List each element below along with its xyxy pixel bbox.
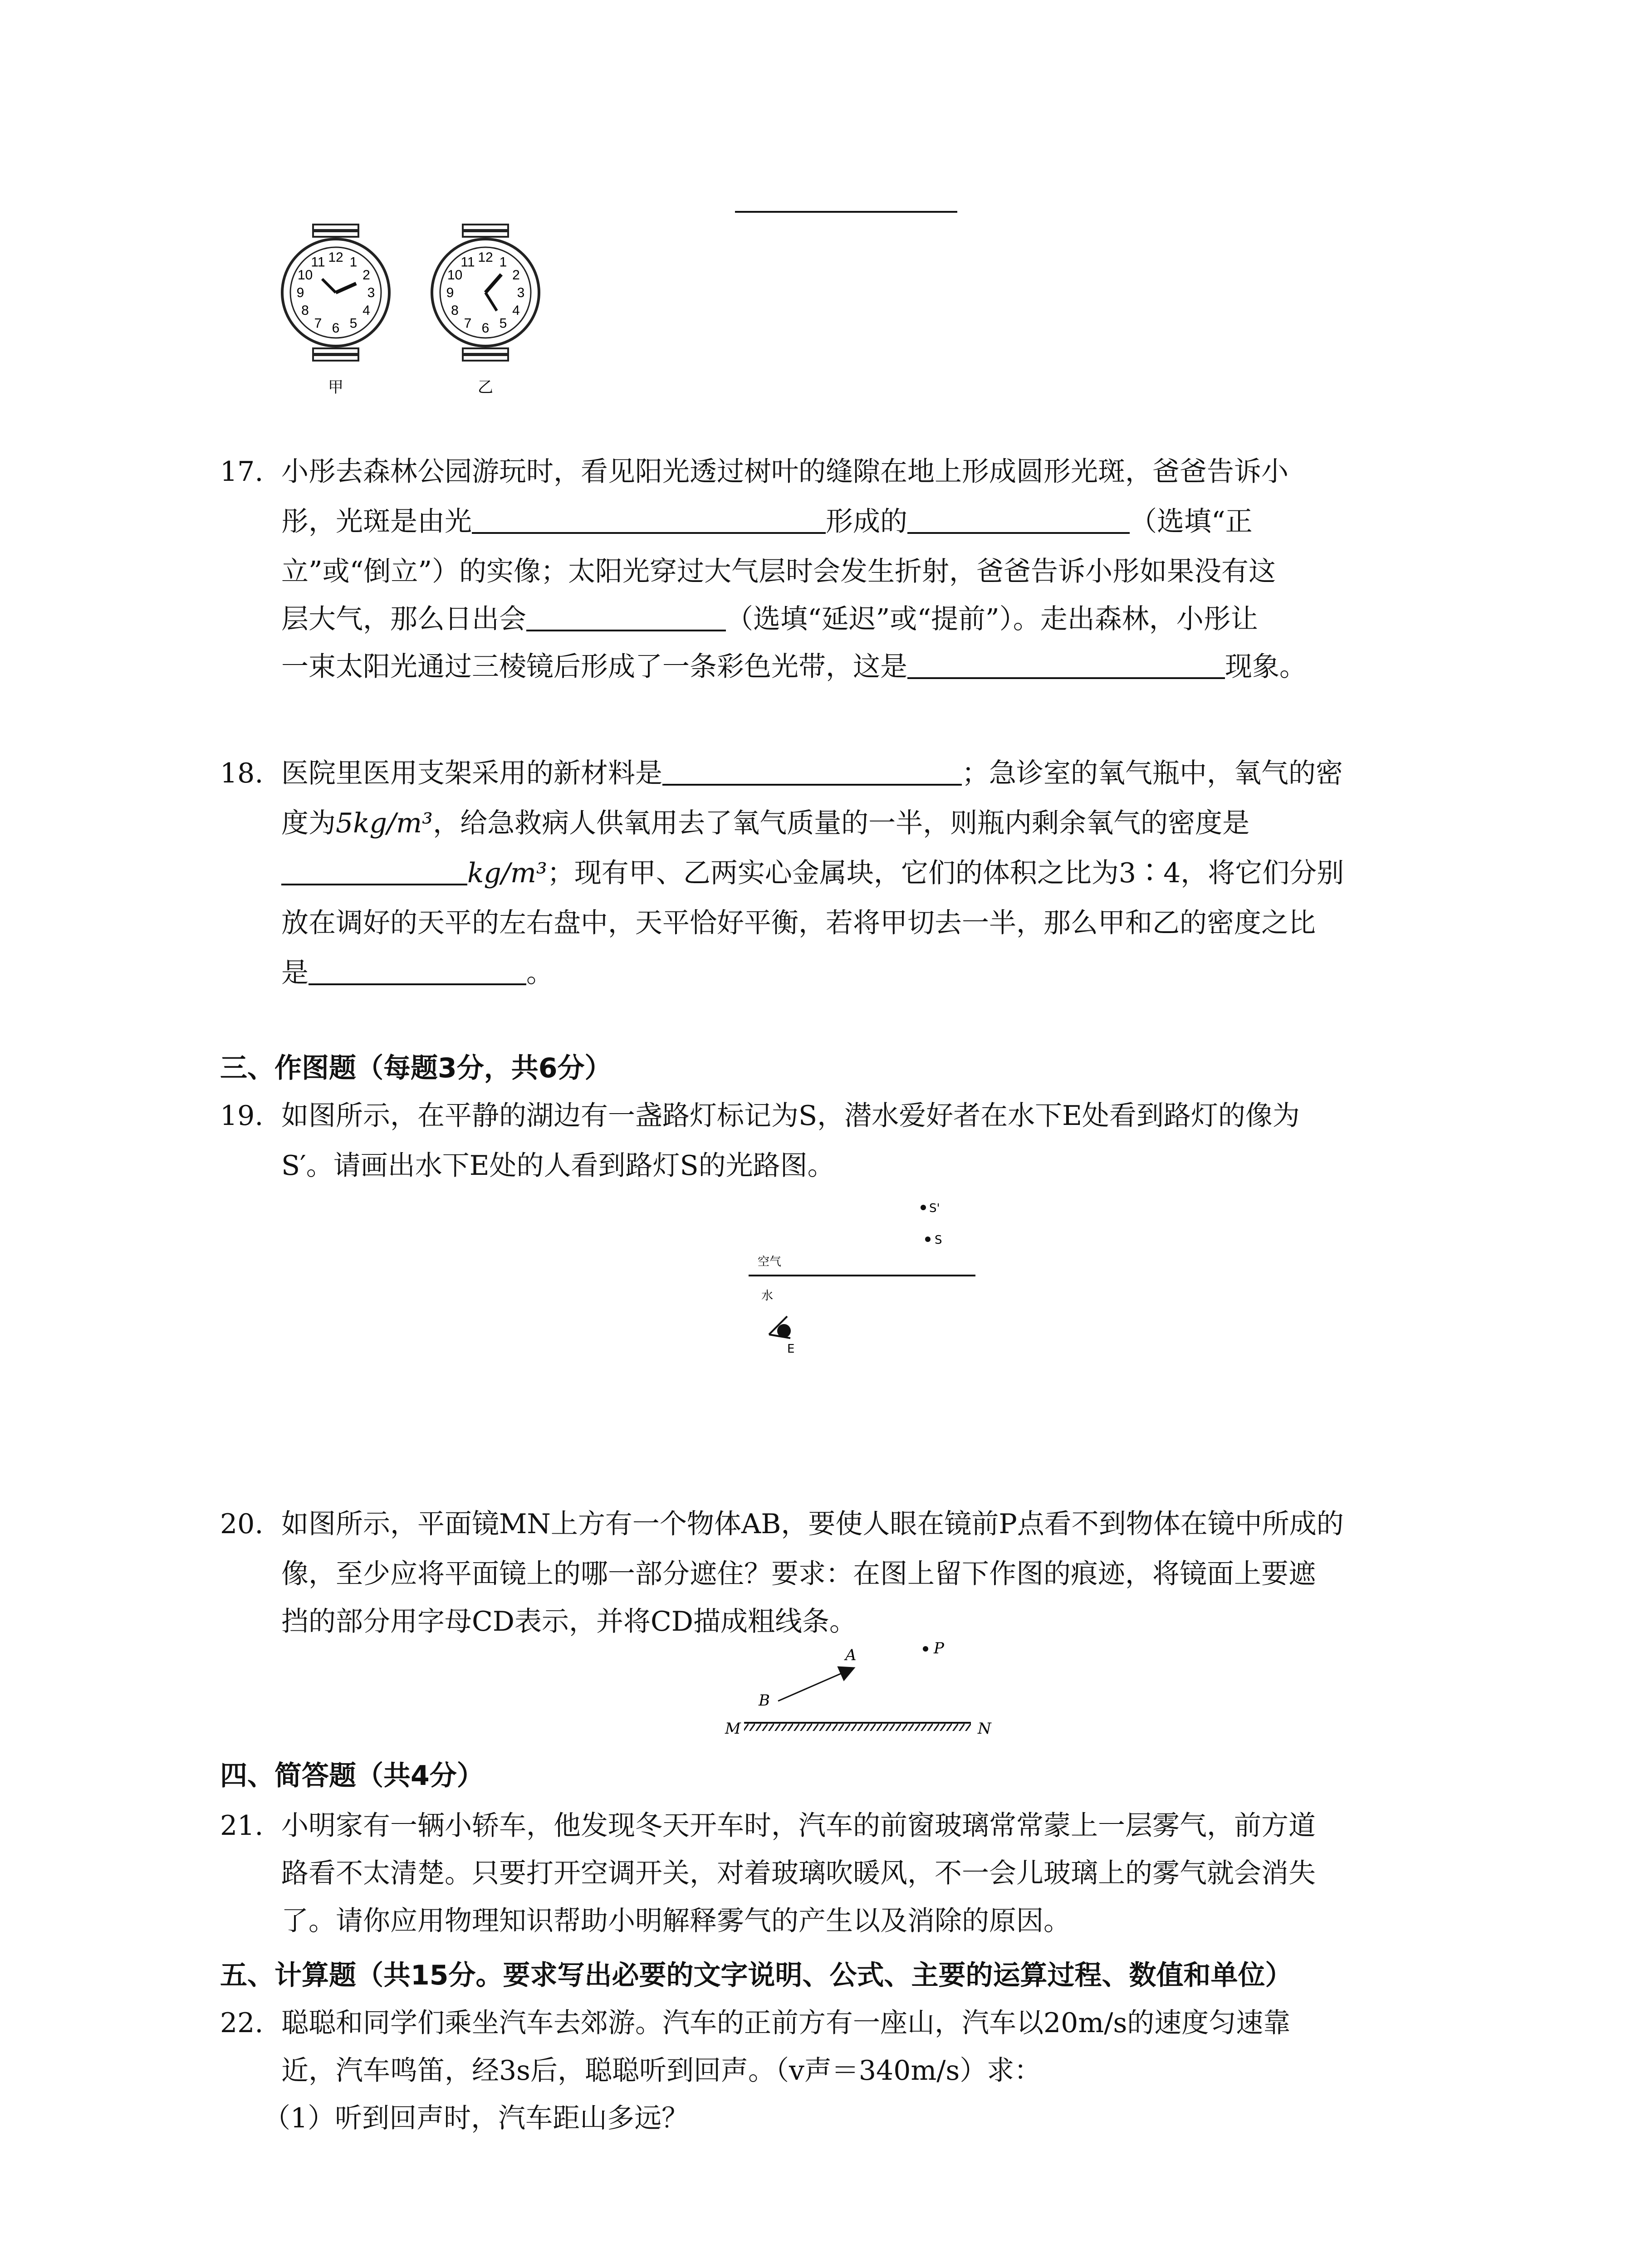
- dial-number: 5: [349, 316, 358, 331]
- label-b: B: [759, 1691, 770, 1710]
- dial-number: 1: [349, 254, 358, 270]
- label-a: A: [845, 1646, 857, 1664]
- answer-blank-top: [735, 211, 957, 213]
- answer-blank: [907, 506, 1130, 534]
- dial-number: 5: [499, 316, 507, 331]
- point-s: [925, 1237, 931, 1242]
- section-heading-3: 三、作图题（每题3分，共6分）: [220, 1052, 612, 1084]
- question-number-22: 22.: [220, 2007, 264, 2039]
- dial-number: 9: [296, 285, 304, 300]
- dial-number: 12: [328, 250, 343, 265]
- dial-number: 1: [499, 254, 507, 270]
- q17-line-5: 一束太阳光通过三棱镜后形成了一条彩色光带，这是 现象。: [281, 651, 1307, 683]
- point-p: [923, 1646, 928, 1652]
- dial-number: 6: [332, 321, 340, 336]
- label-n: N: [978, 1720, 991, 1738]
- question-number-21: 21.: [220, 1810, 264, 1842]
- q18-line-1: 医院里医用支架采用的新材料是 ；急诊室的氧气瓶中，氧气的密: [281, 758, 1343, 789]
- label-air: 空气: [758, 1255, 782, 1269]
- object-ab-arrow: [778, 1668, 853, 1701]
- q22-line-3: （1）听到回声时，汽车距山多远？: [263, 2102, 689, 2134]
- dial-number: 7: [314, 316, 322, 331]
- dial-number: 2: [362, 268, 370, 283]
- dial-number: 6: [481, 321, 490, 336]
- dial-number: 12: [478, 250, 493, 265]
- q21-line-1: 小明家有一辆小轿车，他发现冬天开车时，汽车的前窗玻璃常常蒙上一层雾气，前方道: [281, 1810, 1316, 1842]
- dial-number: 4: [512, 303, 520, 318]
- q17-line-4: 层大气，那么日出会 （选填“延迟”或“提前”）。走出森林，小彤让: [281, 603, 1258, 635]
- q17-line-2: 彤，光斑是由光 形成的 （选填“正: [281, 506, 1253, 538]
- section-heading-4: 四、简答题（共4分）: [220, 1760, 484, 1792]
- clocks-figure: [272, 213, 590, 404]
- q20-line-3: 挡的部分用字母CD表示，并将CD描成粗线条。: [281, 1606, 857, 1637]
- question-number-17: 17.: [220, 456, 264, 488]
- dial-number: 3: [367, 285, 375, 300]
- dial-number: 11: [460, 254, 475, 270]
- answer-blank: [472, 506, 826, 534]
- q20-line-1: 如图所示，平面镜MN上方有一个物体AB，要使人眼在镜前P点看不到物体在镜中所成的: [281, 1508, 1344, 1540]
- dial-number: 11: [311, 254, 325, 270]
- dial-number: 7: [464, 316, 472, 331]
- dial-number: 10: [297, 268, 313, 283]
- clock-jia: [282, 225, 389, 361]
- q17-line-1: 小彤去森林公园游玩时，看见阳光透过树叶的缝隙在地上形成圆形光斑，爸爸告诉小: [281, 456, 1288, 488]
- clock-yi: [432, 225, 539, 361]
- answer-blank: [281, 858, 467, 885]
- dial-number: 9: [446, 285, 454, 300]
- q18-line-2: 度为5kg/m³，给急救病人供氧用去了氧气质量的一半，则瓶内剩余氧气的密度是: [281, 807, 1250, 839]
- q21-line-2: 路看不太清楚。只要打开空调开关，对着玻璃吹暖风，不一会儿玻璃上的雾气就会消失: [281, 1857, 1316, 1889]
- answer-blank: [907, 651, 1225, 679]
- q19-figure: [744, 1188, 998, 1379]
- q22-line-1: 聪聪和同学们乘坐汽车去郊游。汽车的正前方有一座山，汽车以20m/s的速度匀速靠: [281, 2007, 1291, 2039]
- dial-number: 8: [301, 303, 309, 318]
- dial-number: 10: [447, 268, 463, 283]
- dial-number: 4: [362, 303, 370, 318]
- section-heading-5: 五、计算题（共15分。要求写出必要的文字说明、公式、主要的运算过程、数值和单位）: [220, 1960, 1293, 1991]
- point-s-prime: [921, 1205, 926, 1210]
- label-e: E: [787, 1342, 795, 1356]
- label-water: 水: [761, 1289, 774, 1303]
- q19-line-1: 如图所示，在平静的湖边有一盏路灯标记为S，潜水爱好者在水下E处看到路灯的像为: [281, 1100, 1300, 1132]
- dial-number: 3: [517, 285, 525, 300]
- label-m: M: [725, 1720, 741, 1738]
- answer-blank: [662, 758, 962, 786]
- dial-number: 2: [512, 268, 520, 283]
- label-s: S: [935, 1233, 942, 1247]
- q18-line-3: kg/m³；现有甲、乙两实心金属块，它们的体积之比为3∶4，将它们分别: [281, 848, 1344, 898]
- question-number-19: 19.: [220, 1100, 264, 1132]
- q19-line-2: S′。请画出水下E处的人看到路灯S的光路图。: [281, 1150, 835, 1182]
- dial-number: 8: [451, 303, 459, 318]
- question-number-18: 18.: [220, 758, 264, 789]
- q20-figure: [717, 1633, 1025, 1751]
- label-p: P: [934, 1639, 944, 1657]
- label-s-prime: S': [929, 1202, 940, 1215]
- q17-line-3: 立”或“倒立”）的实像；太阳光穿过大气层时会发生折射，爸爸告诉小彤如果没有这: [281, 556, 1276, 587]
- q20-line-2: 像，至少应将平面镜上的哪一部分遮住？要求：在图上留下作图的痕迹，将镜面上要遮: [281, 1558, 1316, 1590]
- mirror-hatching: [744, 1723, 971, 1731]
- answer-blank: [526, 604, 726, 631]
- clock-label-yi: 乙: [478, 378, 493, 396]
- q22-line-2: 近，汽车鸣笛，经3s后，聪聪听到回声。（v声＝340m/s）求：: [281, 2055, 1042, 2087]
- question-number-20: 20.: [220, 1508, 264, 1540]
- clock-label-jia: 甲: [328, 378, 343, 396]
- eye-icon: [769, 1316, 791, 1338]
- q21-line-3: 了。请你应用物理知识帮助小明解释雾气的产生以及消除的原因。: [281, 1905, 1071, 1937]
- answer-blank: [309, 958, 526, 985]
- q18-line-4: 放在调好的天平的左右盘中，天平恰好平衡，若将甲切去一半，那么甲和乙的密度之比: [281, 907, 1316, 939]
- q18-line-5: 是 。: [281, 957, 554, 989]
